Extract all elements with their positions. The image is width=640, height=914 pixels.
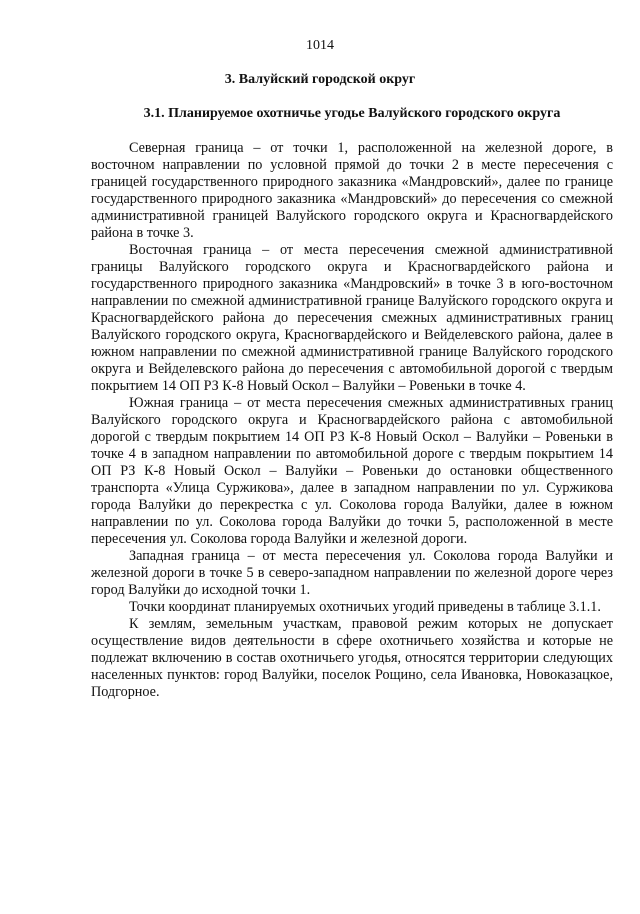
- body-text: [91, 140, 613, 701]
- paragraph-excluded-lands: К землям, земельным участкам, правовой режим которых не допускает осуществление видов деятельности в сфере охотничьего хозяйства и которые не подлежат включению в состав охотничьего угодья, относятся территории следующих населенных пунктов: город Валуйки, поселок Рощино, села Ивановка, Новоказацкое, Подгорное.: [91, 616, 613, 700]
- paragraph-coordinates-note: Точки координат планируемых охотничьих угодий приведены в таблице 3.1.1.: [129, 599, 601, 615]
- paragraph-north-border: Северная граница – от точки 1, расположенной на железной дороге, в восточном направлении по условной прямой до точки 2 в месте пересечения с границей государственного природного заказника «Мандровский», далее по границе государственного природного заказника «Мандровский» до пересечения со смежной административной границей Валуйского городского округа и Красногвардейского района в точке 3.: [91, 140, 613, 241]
- subsection-title: 3.1. Планируемое охотничье угодье Валуйского городского округа: [143, 106, 561, 121]
- page-number: 1014: [306, 38, 334, 53]
- paragraph-south-border: Южная граница – от места пересечения смежных административных границ Валуйского городского округа и Красногвардейского района с автомобильной дорогой с твердым покрытием 14 ОП РЗ К-8 Новый Оскол – Валуйки – Ровеньки в точке 4 в западном направлении по автомобильной дороге с твердым покрытием 14 ОП РЗ К-8 Новый Оскол – Валуйки – Ровеньки до остановки общественного транспорта «Улица Суржикова», далее в западном направлении по ул. Суржикова города Валуйки до перекрестка с ул. Соколова города Валуйки, далее в южном направлении по ул. Соколова города Валуйки до точки 5, расположенной в месте пересечения ул. Соколова города Валуйки и железной дороги.: [91, 395, 613, 547]
- paragraph-west-border: Западная граница – от места пересечения ул. Соколова города Валуйки и железной дороги в точке 5 в северо-западном направлении по железной дороге через город Валуйки до исходной точки 1.: [91, 548, 613, 598]
- paragraph-east-border: Восточная граница – от места пересечения смежной административной границы Валуйского городского округа и Красногвардейского района и государственного природного заказника «Мандровский» в точке 3 в юго-восточном направлении по смежной административной границе Валуйского городского округа и Красногвардейского района до пересечения смежных административных границ Валуйского городского округа, Красногвардейского и Вейделевского района, далее в южном направлении по смежной административной границе Валуйского городского округа и Вейделевского района до пересечения с автомобильной дорогой с твердым покрытием 14 ОП РЗ К-8 Новый Оскол – Валуйки – Ровеньки в точке 4.: [91, 242, 613, 394]
- section-title: 3. Валуйский городской округ: [224, 72, 416, 87]
